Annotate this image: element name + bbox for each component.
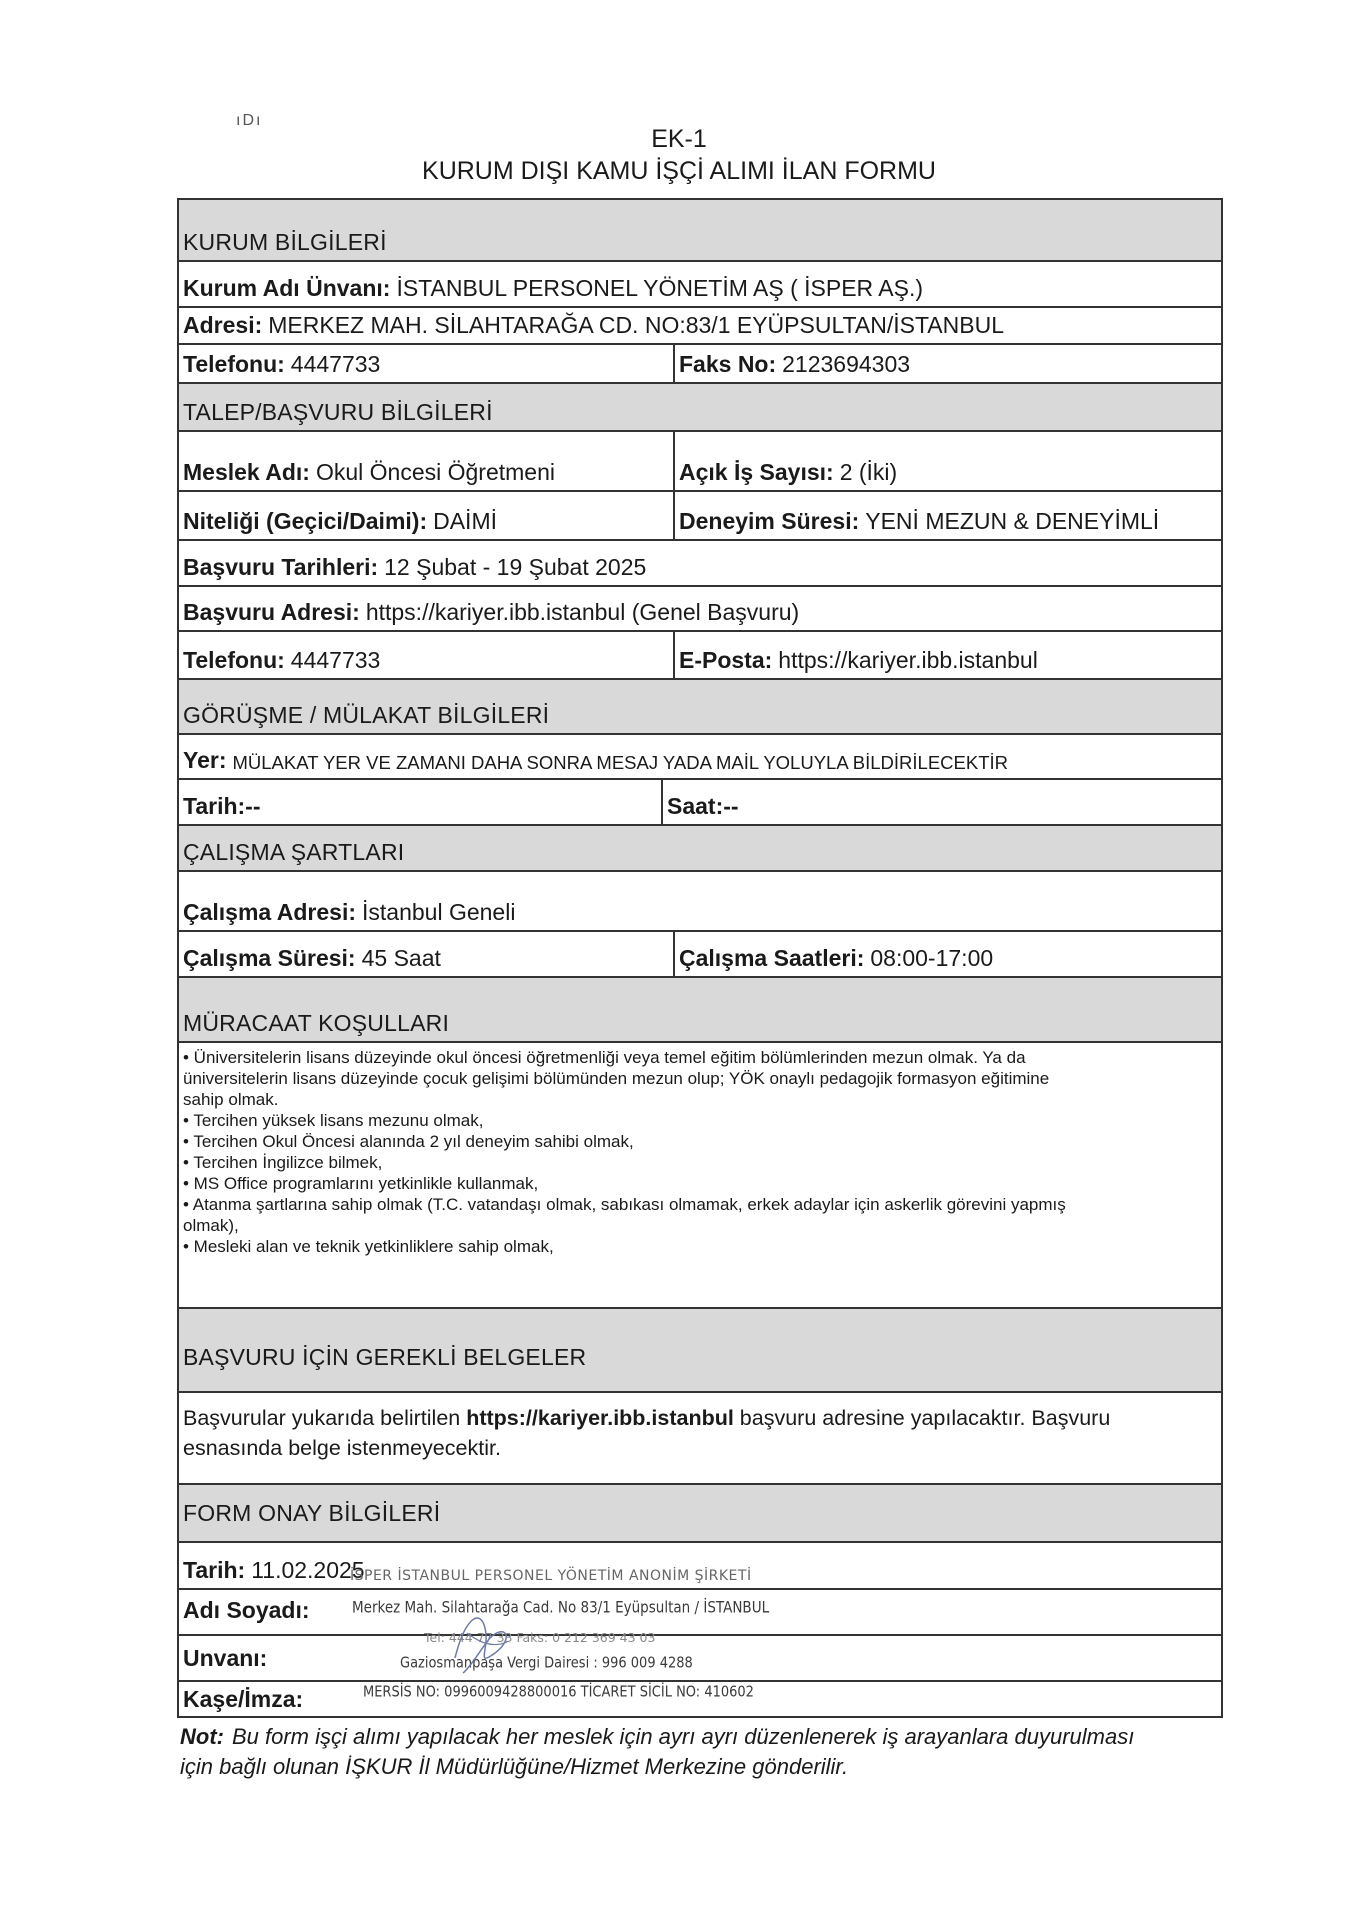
field-label: Çalışma Süresi:	[183, 945, 356, 971]
section-title: TALEP/BAŞVURU BİLGİLERİ	[183, 399, 493, 425]
note-text-line2: için bağlı olunan İŞKUR İl Müdürlüğüne/Hizmet Merkezine gönderilir.	[180, 1754, 849, 1779]
section-title: ÇALIŞMA ŞARTLARI	[183, 839, 405, 865]
corner-mark: ıDı	[236, 112, 263, 129]
interview-date: Tarih:--	[183, 793, 261, 819]
field-label: Çalışma Adresi:	[183, 899, 356, 925]
section-interview	[177, 678, 1223, 733]
company-stamp-name: İSPER İSTANBUL PERSONEL YÖNETİM ANONİM ŞİRKETİ	[350, 1568, 752, 1584]
signature-icon	[445, 1598, 515, 1678]
work-duration: 45 Saat	[361, 945, 441, 971]
field-label: E-Posta:	[679, 647, 773, 673]
row-interview-place	[177, 733, 1223, 778]
field-label: Çalışma Saatleri:	[679, 945, 865, 971]
footer-note	[180, 1722, 1220, 1782]
field-label: Telefonu:	[183, 647, 285, 673]
form-header	[0, 124, 1358, 186]
application-link[interactable]: https://kariyer.ibb.istanbul	[466, 1406, 734, 1430]
form-title: KURUM DIŞI KAMU İŞÇİ ALIMI İLAN FORMU	[422, 157, 936, 185]
field-label: Deneyim Süresi:	[679, 508, 860, 534]
institution-phone: 4447733	[290, 351, 381, 377]
field-label: Niteliği (Geçici/Daimi):	[183, 508, 428, 534]
requirement-line: • Tercihen Okul Öncesi alanında 2 yıl deneyim sahibi olmak,	[183, 1132, 634, 1151]
documents-text-start: Başvurular yukarıda belirtilen	[183, 1406, 467, 1430]
section-institution	[177, 198, 1223, 260]
section-title: KURUM BİLGİLERİ	[183, 229, 387, 255]
row-institution-contact	[177, 343, 1223, 382]
row-profession	[177, 430, 1223, 490]
note-label: Not:	[180, 1724, 224, 1749]
section-title: BAŞVURU İÇİN GEREKLİ BELGELER	[183, 1344, 587, 1370]
row-interview-time	[177, 778, 1223, 824]
application-email: https://kariyer.ibb.istanbul	[778, 647, 1038, 673]
company-stamp-phone: Tel: 444 77 33 Faks: 0 212 369 43 03	[424, 1630, 656, 1645]
row-documents	[177, 1391, 1223, 1483]
requirement-line: olmak),	[183, 1216, 239, 1235]
field-label: Faks No:	[679, 351, 777, 377]
institution-name: İSTANBUL PERSONEL YÖNETİM AŞ ( İSPER AŞ.)	[396, 275, 924, 301]
job-type: DAİMİ	[433, 508, 497, 534]
application-phone: 4447733	[290, 647, 381, 673]
row-institution-address	[177, 306, 1223, 343]
field-label: Başvuru Adresi:	[183, 599, 360, 625]
company-stamp-address: Merkez Mah. Silahtarağa Cad. No 83/1 Eyüpsultan / İSTANBUL	[352, 1598, 770, 1618]
application-dates: 12 Şubat - 19 Şubat 2025	[384, 554, 647, 580]
work-address: İstanbul Geneli	[362, 899, 516, 925]
row-work-address	[177, 870, 1223, 930]
documents-text	[179, 1393, 1114, 1483]
field-label: Meslek Adı:	[183, 459, 310, 485]
experience-required: YENİ MEZUN & DENEYİMLİ	[865, 508, 1160, 534]
field-label: Tarih:	[183, 1557, 246, 1583]
section-documents	[177, 1307, 1223, 1391]
documents-text-line2: esnasında belge istenmeyecektir.	[183, 1436, 501, 1460]
requirement-line: • Atanma şartlarına sahip olmak (T.C. vatandaşı olmak, sabıkası olmamak, erkek adaylar için askerlik görevini yapmış	[183, 1195, 1066, 1214]
row-application-contact	[177, 630, 1223, 678]
section-requirements	[177, 976, 1223, 1041]
documents-text-end: başvuru adresine yapılacaktır. Başvuru	[733, 1406, 1111, 1430]
field-label: Kurum Adı Ünvanı:	[183, 275, 391, 301]
interview-time: Saat:--	[667, 793, 739, 819]
requirement-line: • Mesleki alan ve teknik yetkinliklere sahip olmak,	[183, 1237, 554, 1256]
field-label: Adı Soyadı:	[183, 1597, 310, 1623]
row-application-address	[177, 585, 1223, 630]
field-label: Yer:	[183, 747, 227, 773]
approval-date: 11.02.2025	[251, 1557, 365, 1583]
section-title: MÜRACAAT KOŞULLARI	[183, 1010, 450, 1036]
field-label: Telefonu:	[183, 351, 285, 377]
requirement-line: • Üniversitelerin lisans düzeyinde okul öncesi öğretmenliği veya temel eğitim bölümlerinden mezun olmak. Ya da	[183, 1048, 1026, 1067]
section-approval	[177, 1483, 1223, 1541]
row-work-hours	[177, 930, 1223, 976]
section-work-conditions	[177, 824, 1223, 870]
interview-place: MÜLAKAT YER VE ZAMANI DAHA SONRA MESAJ YADA MAİL YOLUYLA BİLDİRİLECEKTİR	[232, 752, 1009, 773]
work-hours: 08:00-17:00	[870, 945, 994, 971]
requirement-line: üniversitelerin lisans düzeyinde çocuk gelişimi bölümünden mezun olup; YÖK onaylı pedagojik formasyon eğitimine	[183, 1069, 1050, 1088]
field-label: Açık İş Sayısı:	[679, 459, 834, 485]
field-label: Başvuru Tarihleri:	[183, 554, 379, 580]
requirement-line: • Tercihen İngilizce bilmek,	[183, 1153, 383, 1172]
row-institution-name	[177, 260, 1223, 306]
requirement-line: • Tercihen yüksek lisans mezunu olmak,	[183, 1111, 484, 1130]
company-stamp-tax: Gaziosmanpaşa Vergi Dairesi : 996 009 4288	[400, 1654, 693, 1673]
institution-fax: 2123694303	[782, 351, 911, 377]
profession-name: Okul Öncesi Öğretmeni	[315, 459, 555, 485]
row-job-type	[177, 490, 1223, 539]
requirement-line: • MS Office programlarını yetkinlikle kullanmak,	[183, 1174, 539, 1193]
institution-address: MERKEZ MAH. SİLAHTARAĞA CD. NO:83/1 EYÜPSULTAN/İSTANBUL	[268, 312, 1004, 338]
annex-label: EK-1	[651, 125, 707, 153]
row-requirements	[177, 1041, 1223, 1307]
job-posting-form	[177, 198, 1223, 1718]
field-label: Kaşe/İmza:	[183, 1686, 304, 1712]
field-label: Adresi:	[183, 312, 263, 338]
row-approval-title	[177, 1634, 1223, 1680]
section-application	[177, 382, 1223, 430]
field-label: Unvanı:	[183, 1645, 268, 1671]
section-title: GÖRÜŞME / MÜLAKAT BİLGİLERİ	[183, 702, 550, 728]
company-stamp-registry: MERSİS NO: 0996009428800016 TİCARET SİCİL NO: 410602	[363, 1683, 754, 1702]
open-positions: 2 (İki)	[839, 459, 898, 485]
section-title: FORM ONAY BİLGİLERİ	[183, 1500, 441, 1526]
requirements-list	[179, 1043, 1070, 1307]
requirement-line: sahip olmak.	[183, 1090, 279, 1109]
row-application-dates	[177, 539, 1223, 585]
application-address: https://kariyer.ibb.istanbul (Genel Başvuru)	[365, 599, 800, 625]
note-text: Bu form işçi alımı yapılacak her meslek için ayrı ayrı düzenlenerek iş arayanlara duyurulması	[231, 1724, 1135, 1749]
